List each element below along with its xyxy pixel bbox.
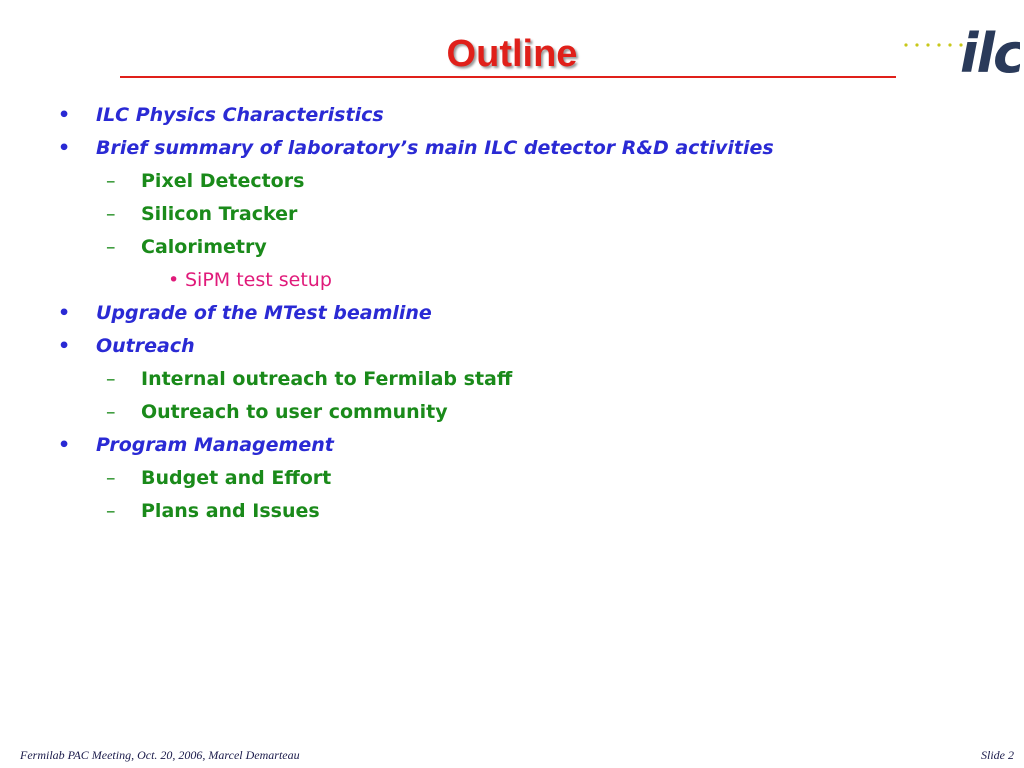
- outline-item-text: Outreach to user community: [141, 401, 448, 423]
- logo-dots: [904, 43, 962, 46]
- outline-item-text: Program Management: [96, 434, 334, 456]
- dash-marker: –: [106, 368, 116, 390]
- outline-item-text: Outreach: [96, 335, 195, 357]
- bullet-marker: •: [168, 269, 180, 291]
- dash-marker: –: [106, 236, 116, 258]
- title-underline: [120, 76, 896, 78]
- dash-marker: –: [106, 500, 116, 522]
- outline-item-text: Upgrade of the MTest beamline: [96, 302, 432, 324]
- slide-title: Outline: [446, 33, 578, 75]
- dash-marker: –: [106, 170, 116, 192]
- footer-slide-number: Slide 2: [981, 748, 1014, 762]
- bullet-marker: •: [58, 104, 71, 126]
- bullet-marker: •: [58, 137, 71, 159]
- outline-item-text: Plans and Issues: [141, 500, 320, 522]
- outline-item-text: Brief summary of laboratory’s main ILC detector R&D activities: [96, 137, 774, 159]
- bullet-marker: •: [58, 335, 71, 357]
- outline-item-text: SiPM test setup: [185, 269, 332, 291]
- dash-marker: –: [106, 203, 116, 225]
- outline-item-text: ILC Physics Characteristics: [96, 104, 384, 126]
- outline-item-text: Internal outreach to Fermilab staff: [141, 368, 513, 390]
- outline-item-text: Silicon Tracker: [141, 203, 298, 225]
- logo-text: ilc: [960, 22, 1020, 78]
- outline-item-text: Budget and Effort: [141, 467, 332, 489]
- bullet-marker: •: [58, 434, 71, 456]
- dash-marker: –: [106, 401, 116, 423]
- dash-marker: –: [106, 467, 116, 489]
- bullet-marker: •: [58, 302, 71, 324]
- footer-meeting: Fermilab PAC Meeting, Oct. 20, 2006, Marcel Demarteau: [20, 748, 300, 762]
- outline-item-text: Calorimetry: [141, 236, 267, 258]
- ilc-logo: [900, 4, 1020, 78]
- outline-item-text: Pixel Detectors: [141, 170, 305, 192]
